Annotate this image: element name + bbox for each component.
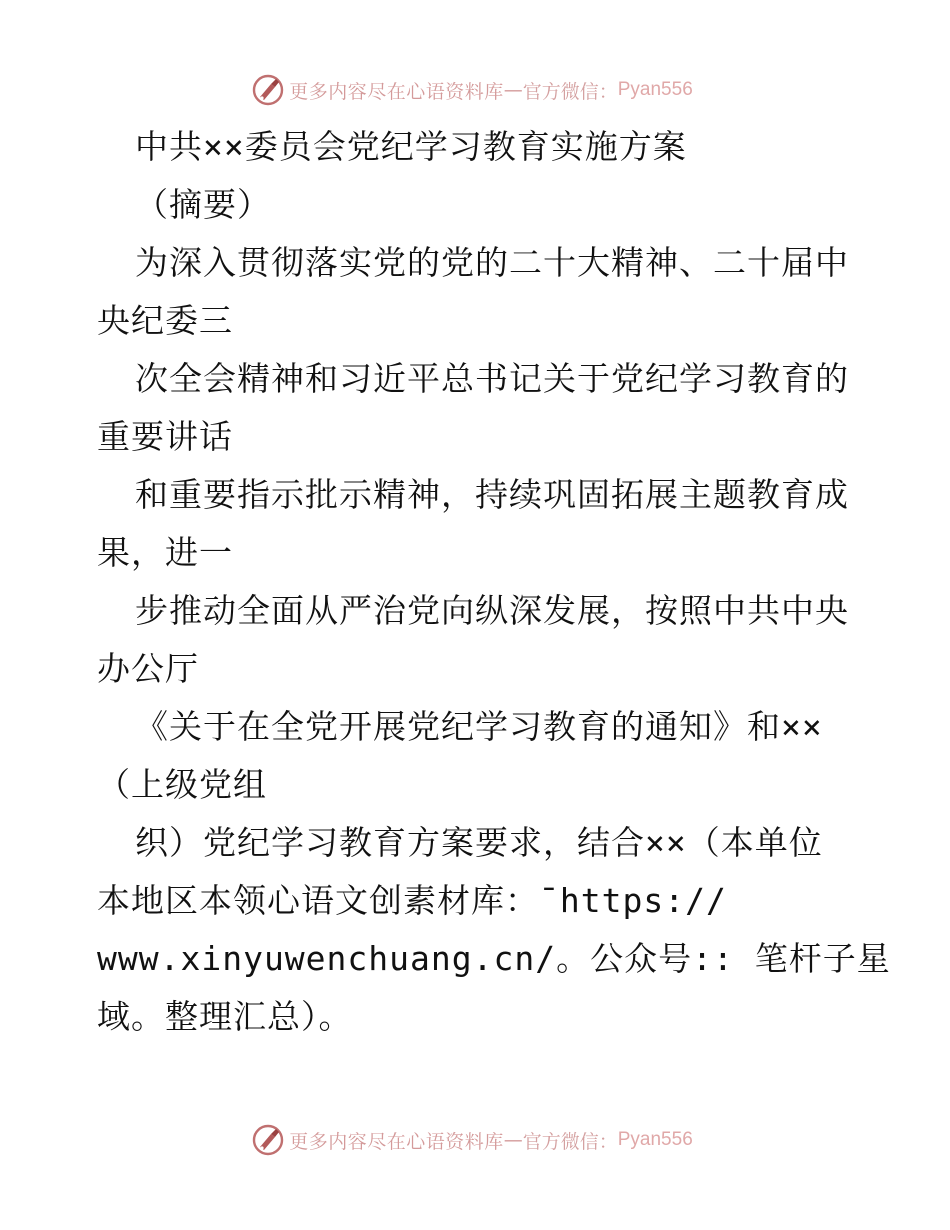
text-line: 果，进一 — [97, 533, 233, 572]
footer-watermark-inner — [251, 1123, 693, 1157]
text-line: 央纪委三 — [97, 301, 233, 340]
document-body — [97, 118, 891, 1046]
text-line: 域。整理汇总）。 — [97, 997, 353, 1036]
banner-wechat-id: Pyan556 — [617, 1129, 693, 1150]
pen-nib-logo-icon — [251, 1123, 285, 1157]
banner-sub-text: 官方微信： — [522, 80, 618, 103]
text-line: www.xinyuwenchuang.cn/。公众号:: 笔杆子星 — [97, 939, 891, 978]
document-title: 中共××委员会党纪学习教育实施方案 — [135, 127, 687, 166]
banner-dash: — — [503, 1129, 523, 1151]
text-line: 次全会精神和习近平总书记关于党纪学习教育的 — [135, 359, 849, 398]
banner-dash: — — [503, 79, 523, 101]
text-line: 织）党纪学习教育方案要求，结合××（本单位 — [135, 823, 823, 862]
text-line: 办公厅 — [97, 649, 199, 688]
banner-sub-text: 官方微信： — [522, 1130, 618, 1153]
text-line: 《关于在全党开展党纪学习教育的通知》和×× — [135, 707, 823, 746]
footer-watermark-banner — [0, 1120, 950, 1160]
text-line: （上级党组 — [97, 765, 267, 804]
document-subtitle: （摘要） — [135, 185, 271, 224]
text-line: 和重要指示批示精神，持续巩固拓展主题教育成 — [135, 475, 849, 514]
banner-main-text: 更多内容尽在心语资料库 — [289, 80, 504, 103]
banner-main-text: 更多内容尽在心语资料库 — [289, 1130, 504, 1153]
text-line: 步推动全面从严治党向纵深发展，按照中共中央 — [135, 591, 849, 630]
banner-wechat-id: Pyan556 — [617, 79, 693, 100]
text-line: 为深入贯彻落实党的党的二十大精神、二十届中 — [135, 243, 849, 282]
pen-nib-logo-icon — [251, 73, 285, 107]
header-watermark-inner — [251, 73, 693, 107]
text-line: 重要讲话 — [97, 417, 233, 456]
text-line: 本地区本领心语文创素材库：¯https:// — [97, 881, 727, 920]
header-watermark-banner — [0, 70, 950, 110]
